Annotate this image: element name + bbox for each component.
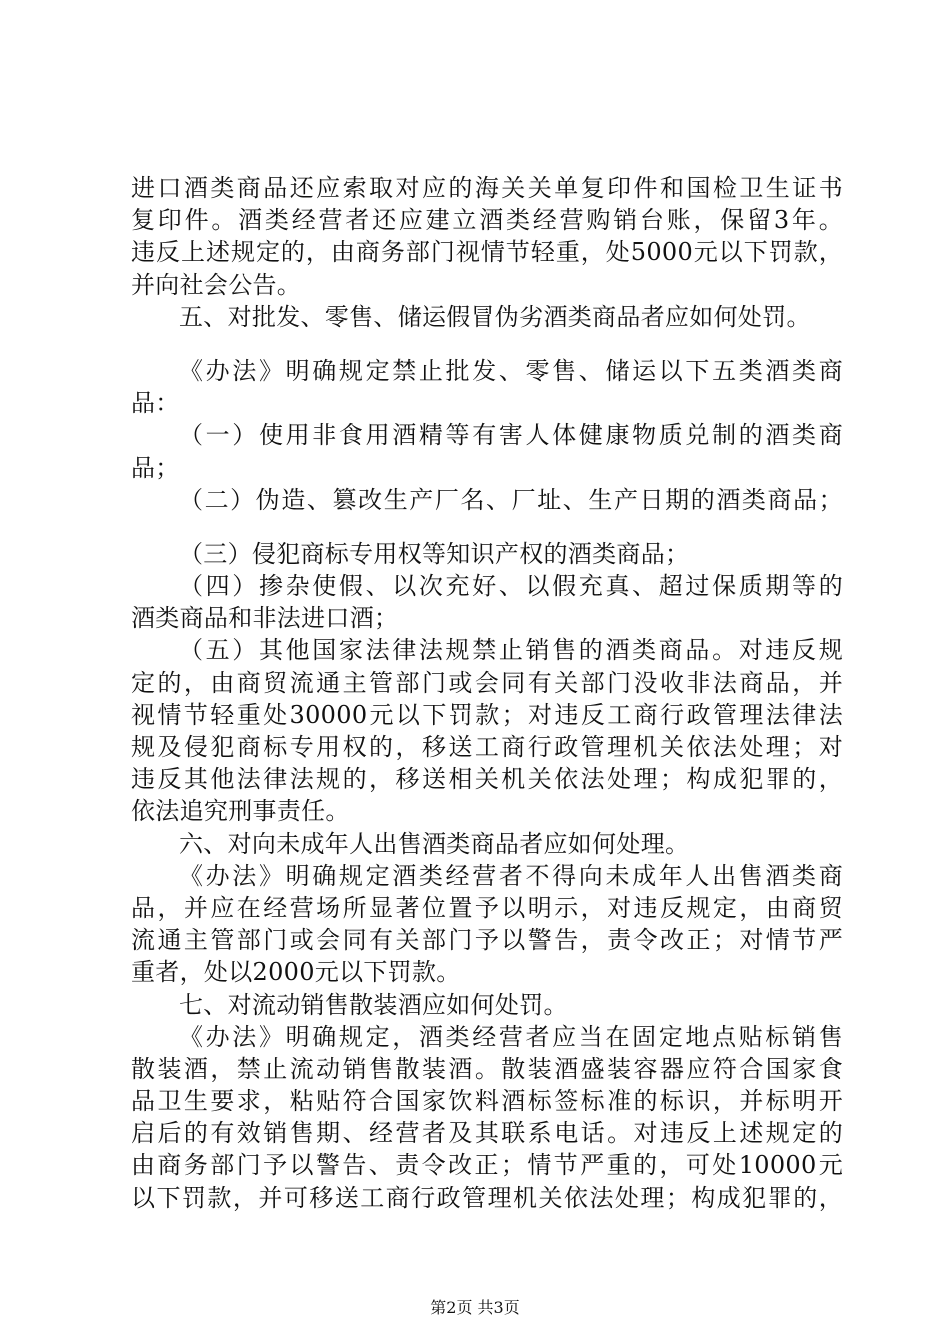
text-line: 进口酒类商品还应索取对应的海关关单复印件和国检卫生证书 [131,174,843,202]
section-heading-7: 七、对流动销售散装酒应如何处罚。 [179,990,568,1019]
list-item-1: （一）使用非食用酒精等有害人体健康物质兑制的酒类商 [179,421,843,450]
blank-gap [131,333,843,355]
blank-gap [131,516,843,538]
text-line: 并向社会公告。 [131,270,302,299]
section-heading-5: 五、对批发、零售、储运假冒伪劣酒类商品者应如何处罚。 [179,302,811,331]
text-line: 复印件。酒类经营者还应建立酒类经营购销台账，保留3年。 [131,206,843,235]
text-line: 品： [131,389,180,418]
text-line: 流通主管部门或会同有关部门予以警告，责令改正；对情节严 [131,926,843,955]
text-line: 违反上述规定的，由商务部门视情节轻重，处5000元以下罚款， [131,238,843,267]
page-number-footer: 第2页 共3页 [430,1298,520,1317]
section-heading-6: 六、对向未成年人出售酒类商品者应如何处理。 [179,829,690,858]
text-line: 重者，处以2000元以下罚款。 [131,958,461,987]
text-line: 违反其他法律法规的，移送相关机关依法处理；构成犯罪的， [131,765,843,794]
text-line: 依法追究刑事责任。 [131,797,350,826]
list-item-2: （二）伪造、篡改生产厂名、厂址、生产日期的酒类商品； [179,485,843,514]
document-body [131,172,843,1214]
text-line: 散装酒，禁止流动销售散装酒。散装酒盛装容器应符合国家食 [131,1054,843,1083]
text-line: 《办法》明确规定禁止批发、零售、储运以下五类酒类商 [179,356,843,385]
text-line: 品卫生要求，粘贴符合国家饮料酒标签标准的标识，并标明开 [131,1087,843,1116]
text-line: 酒类商品和非法进口酒； [131,604,399,633]
text-line: 品； [131,453,180,482]
text-line: 品，并应在经营场所显著位置予以明示，对违反规定，由商贸 [131,893,843,922]
list-item-5: （五）其他国家法律法规禁止销售的酒类商品。对违反规 [179,636,843,665]
text-line: 由商务部门予以警告、责令改正；情节严重的，可处10000元 [131,1151,843,1180]
text-line: 《办法》明确规定，酒类经营者应当在固定地点贴标销售 [179,1022,843,1051]
text-line: 以下罚款，并可移送工商行政管理机关依法处理；构成犯罪的， [131,1183,843,1212]
list-item-4: （四）掺杂使假、以次充好、以假充真、超过保质期等的 [179,572,843,601]
text-line: 定的，由商贸流通主管部门或会同有关部门没收非法商品，并 [131,668,843,697]
text-line: 规及侵犯商标专用权的，移送工商行政管理机关依法处理；对 [131,733,843,761]
text-line: 视情节轻重处30000元以下罚款；对违反工商行政管理法律法 [131,700,843,729]
list-item-3: （三）侵犯商标专用权等知识产权的酒类商品； [179,539,690,568]
text-line: 启后的有效销售期、经营者及其联系电话。对违反上述规定的 [131,1119,843,1148]
text-line: 《办法》明确规定酒类经营者不得向未成年人出售酒类商 [179,861,843,890]
